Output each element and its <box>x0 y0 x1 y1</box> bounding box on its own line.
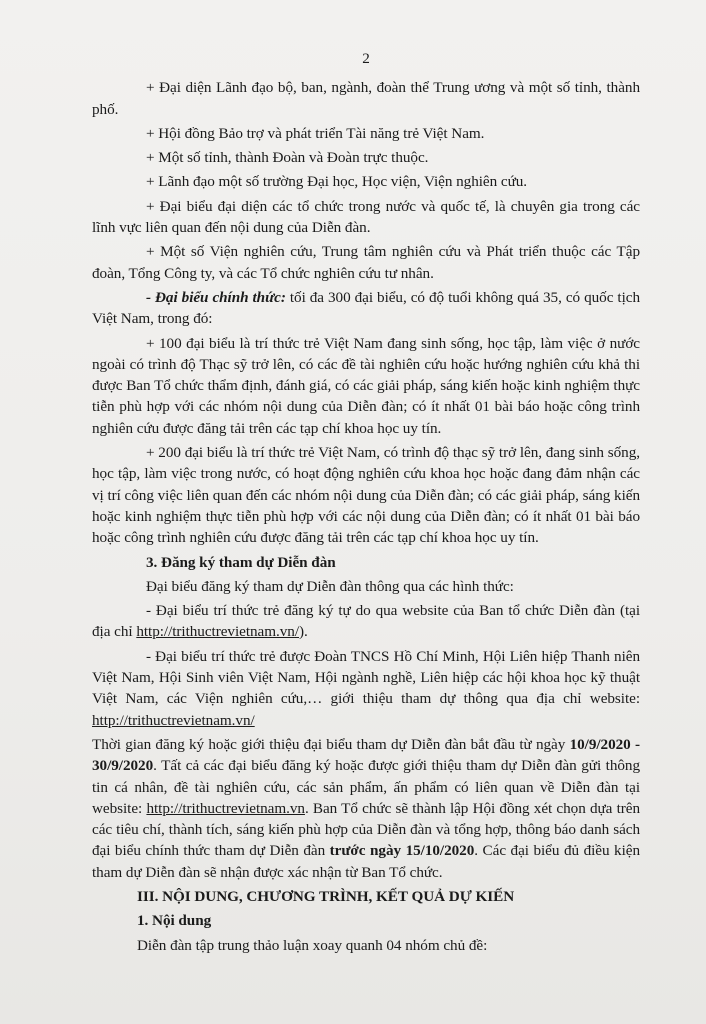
paragraph-topic-groups: Diễn đàn tập trung thảo luận xoay quanh 04 nhóm chủ đề: <box>137 936 488 954</box>
paragraph-registration-forms: Đại biểu đăng ký tham dự Diễn đàn thông qua các hình thức: <box>146 577 514 595</box>
nominated-registration-text: - Đại biểu trí thức trẻ được Đoàn TNCS Hồ Chí Minh, Hội Liên hiệp Thanh niên Việt Nam, Hội Sinh viên Việt Nam, Hội ngành nghề, Liên hiệp các hội khoa học kỹ thuật Việt Nam, các Viện nghiên cứu,… giới thiệu tham dự thông qua địa chỉ website: <box>92 647 640 708</box>
page-body <box>92 48 640 959</box>
paragraph-representatives-ministries: + Đại diện Lãnh đạo bộ, ban, ngành, đoàn thể Trung ương và một số tỉnh, thành phố. <box>92 79 640 118</box>
free-registration-end: ). <box>299 623 308 641</box>
paragraph-overseas-delegates: + 100 đại biểu là trí thức trẻ Việt Nam đang sinh sống, học tập, làm việc ở nước ngoài có trình độ Thạc sỹ trở lên, có các đề tài nghiên cứu hoặc hướng nghiên cứu khả thi được Ban Tổ chức thẩm định, đánh giá, có các giải pháp, sáng kiến hoặc kinh nghiệm thực tiễn phù hợp với các nhóm nội dung của Diễn đàn; có ít nhất 01 bài báo hoặc công trình nghiên cứu được đăng tải trên các tạp chí khoa học uy tín. <box>92 334 640 437</box>
timeline-text-a: Thời gian đăng ký hoặc giới thiệu đại biểu tham dự Diễn đàn bắt đầu từ ngày <box>92 735 570 753</box>
registration-dates: 10/9/2020 - 30/9/2020 <box>92 735 640 775</box>
timeline-text-b: . Tất cả các đại biểu đăng ký hoặc được giới thiệu tham dự Diễn đàn gửi thông tin cá nhân, đề tài nghiên cứu, các sản phẩm, ấn phẩm có liên quan về Diễn đàn tại website: <box>92 757 640 817</box>
paragraph-provincial-unions: + Một số tỉnh, thành Đoàn và Đoàn trực thuộc. <box>146 149 429 167</box>
heading-content: 1. Nội dung <box>137 912 212 930</box>
website-link[interactable]: http://trithuctrevietnam.vn/ <box>92 711 255 729</box>
paragraph-research-institutes: + Một số Viện nghiên cứu, Trung tâm nghiên cứu và Phát triển thuộc các Tập đoàn, Tổng Công ty, và các Tổ chức nghiên cứu tư nhân. <box>92 243 640 282</box>
paragraph-domestic-delegates: + 200 đại biểu là trí thức trẻ Việt Nam, có trình độ thạc sỹ trở lên, đang sinh sống, học tập, làm việc trong nước, có hoạt động nghiên cứu khoa học hoặc đang đảm nhận các vị trí công việc liên quan đến các nhóm nội dung của Diễn đàn; có các giải pháp, sáng kiến hoặc kinh nghiệm thực tiễn phù hợp với các nội dung của Diễn đàn; có ít nhất 01 bài báo hoặc công trình nghiên cứu được đăng tải trên các tạp chí khoa học uy tín. <box>92 444 640 547</box>
official-delegates-text: tối đa 300 đại biểu, có độ tuổi không quá 35, có quốc tịch Việt Nam, trong đó: <box>92 288 640 328</box>
paragraph-university-leaders: + Lãnh đạo một số trường Đại học, Học viện, Viện nghiên cứu. <box>146 173 528 191</box>
paragraph-free-registration <box>92 600 640 643</box>
page-number: 2 <box>362 50 370 67</box>
paragraph-official-delegates <box>92 287 640 330</box>
paragraph-registration-timeline <box>92 734 640 883</box>
heading-registration: 3. Đăng ký tham dự Diễn đàn <box>146 553 336 571</box>
website-link[interactable]: http://trithuctrevietnam.vn/ <box>136 623 299 641</box>
paragraph-organizations-experts: + Đại biểu đại diện các tổ chức trong nước và quốc tế, là chuyên gia trong các lĩnh vực liên quan đến nội dung của Diễn đàn. <box>92 197 640 237</box>
announcement-deadline: trước ngày 15/10/2020 <box>329 842 475 860</box>
website-link[interactable]: http://trithuctrevietnam.vn <box>146 799 305 817</box>
timeline-text-d: . Các đại biểu đủ điều kiện tham dự Diễn đàn sẽ nhận được xác nhận từ Ban Tổ chức. <box>92 842 640 881</box>
paragraph-nominated-registration <box>92 646 640 731</box>
free-registration-text: - Đại biểu trí thức trẻ đăng ký tự do qua website của Ban tổ chức Diễn đàn (tại địa chỉ <box>92 602 640 641</box>
official-delegates-label: - Đại biểu chính thức: <box>146 288 286 306</box>
paragraph-talent-council: + Hội đồng Bảo trợ và phát triển Tài năng trẻ Việt Nam. <box>146 124 485 142</box>
heading-section-iii: III. NỘI DUNG, CHƯƠNG TRÌNH, KẾT QUẢ DỰ KIẾN <box>137 887 515 905</box>
timeline-text-c: . Ban Tổ chức sẽ thành lập Hội đồng xét chọn dựa trên các tiêu chí, thành tích, sáng kiến phù hợp của Diễn đàn và tổng hợp, thông báo danh sách đại biểu chính thức tham dự Diễn đàn <box>92 799 640 860</box>
